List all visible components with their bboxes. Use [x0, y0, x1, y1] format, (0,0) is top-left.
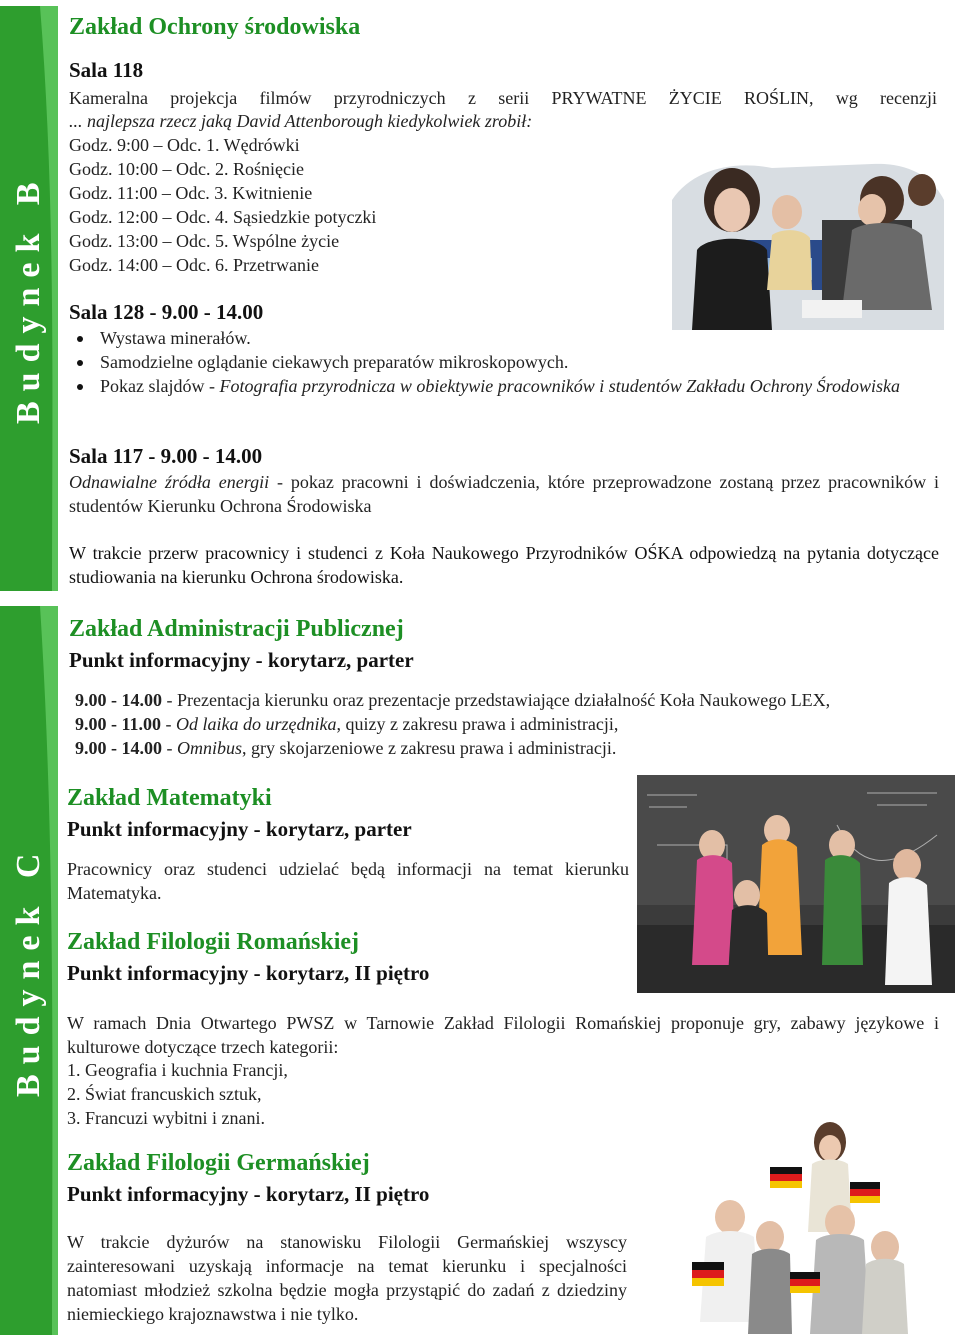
list-item: Wystawa minerałów. — [69, 326, 929, 350]
list-item: Samodzielne oglądanie ciekawych preparatów mikroskopowych. — [69, 350, 929, 374]
sala-117-rest: - pokaz pracowni i doświadczenia, które przeprowadzone zostaną przez pracowników i studentów Kierunku Ochrona Środowiska — [69, 472, 939, 516]
program-italic: Omnibus — [177, 738, 243, 758]
program-time: 9.00 - 11.00 — [75, 714, 162, 734]
program-time: 9.00 - 14.00 — [75, 690, 162, 710]
german-flag-icon — [770, 1167, 802, 1188]
separator: - — [162, 690, 177, 710]
program-text: , gry skojarzeniowe z zakresu prawa i administracji. — [242, 738, 617, 758]
administracja-title: Zakład Administracji Publicznej — [69, 616, 404, 642]
building-c-label: Budynek C — [10, 843, 47, 1098]
sala-118-intro-1: Kameralna projekcja filmów przyrodniczych z serii PRYWATNE ŻYCIE ROŚLIN, wg recenzji — [69, 88, 937, 108]
schedule-item: Godz. 9:00 – Odc. 1. Wędrówki — [69, 135, 300, 155]
schedule-item: Godz. 12:00 – Odc. 4. Sąsiedzkie potyczki — [69, 207, 377, 227]
romanska-list — [67, 1058, 288, 1130]
separator: - — [162, 738, 177, 758]
german-photo-image — [640, 1112, 956, 1334]
romanska-subtitle: Punkt informacyjny - korytarz, II piętro — [67, 961, 430, 985]
administracja-program — [75, 688, 945, 760]
german-students-photo — [640, 1112, 956, 1334]
german-flag-icon — [692, 1262, 724, 1286]
germanska-text: W trakcie dyżurów na stanowisku Filologii Germańskiej wszyscy zainteresowani uzyskają informacje na temat kierunku i specjalności natomiast młodzież szkolna będzie mogła przystąpić do zadań z dziedziny niemieckiego krajoznawstwa i nie tylko. — [67, 1232, 627, 1324]
german-flag-icon — [790, 1272, 820, 1293]
list-item — [69, 374, 929, 398]
administracja-subtitle: Punkt informacyjny - korytarz, parter — [69, 648, 414, 672]
program-italic: Od laika do urzędnika — [176, 714, 337, 734]
schedule-item: Godz. 13:00 – Odc. 5. Wspólne życie — [69, 231, 340, 251]
sala-118-heading: Sala 118 — [69, 58, 144, 82]
program-line — [75, 688, 945, 712]
program-line — [75, 712, 945, 736]
lab-photo-image — [672, 160, 944, 330]
building-b-label: Budynek B — [10, 172, 47, 425]
sala-117-italic: Odnawialne źródła energii — [69, 472, 270, 492]
program-text: Prezentacja kierunku oraz prezentacje przedstawiające działalność Koła Naukowego LEX, — [177, 690, 831, 710]
program-line — [75, 736, 945, 760]
list-item: 3. Francuzi wybitni i znani. — [67, 1108, 265, 1128]
germanska-subtitle: Punkt informacyjny - korytarz, II piętro — [67, 1182, 430, 1206]
schedule-item: Godz. 11:00 – Odc. 3. Kwitnienie — [69, 183, 313, 203]
math-students-photo — [637, 775, 955, 993]
program-time: 9.00 - 14.00 — [75, 738, 162, 758]
program-text: , quizy z zakresu prawa i administracji, — [336, 714, 619, 734]
separator: - — [161, 714, 177, 734]
sala-117-heading: Sala 117 - 9.00 - 14.00 — [69, 444, 263, 468]
germanska-title: Zakład Filologii Germańskiej — [67, 1150, 370, 1176]
list-item: 2. Świat francuskich sztuk, — [67, 1084, 262, 1104]
sala-128-heading: Sala 128 - 9.00 - 14.00 — [69, 300, 264, 324]
matematyka-text: Pracownicy oraz studenci udzielać będą informacji na temat kierunku Matematyka. — [67, 859, 629, 903]
schedule-item: Godz. 10:00 – Odc. 2. Rośnięcie — [69, 159, 304, 179]
sala-128-list — [69, 326, 929, 398]
ochrona-footer: W trakcie przerw pracownicy i studenci z Koła Naukowego Przyrodników OŚKA odpowiedzą na pytania dotyczące studiowania na kierunku Ochrona środowiska. — [69, 543, 939, 587]
list-item: 1. Geografia i kuchnia Francji, — [67, 1060, 288, 1080]
matematyka-title: Zakład Matematyki — [67, 785, 272, 811]
slides-title: Fotografia przyrodnicza w obiektywie pracowników i studentów Zakładu Ochrony Środowiska — [219, 376, 900, 396]
german-flag-icon — [850, 1182, 880, 1203]
romanska-title: Zakład Filologii Romańskiej — [67, 929, 360, 955]
lab-students-photo — [672, 160, 944, 330]
matematyka-subtitle: Punkt informacyjny - korytarz, parter — [67, 817, 412, 841]
ochrona-title: Zakład Ochrony środowiska — [69, 14, 361, 40]
math-photo-image — [637, 775, 955, 993]
sala-118-intro-2: ... najlepsza rzecz jaką David Attenborough kiedykolwiek zrobił: — [69, 111, 533, 131]
sala-117-text — [69, 470, 939, 518]
slides-prefix: Pokaz slajdów - — [100, 376, 220, 396]
schedule-item: Godz. 14:00 – Odc. 6. Przetrwanie — [69, 255, 319, 275]
romanska-text: W ramach Dnia Otwartego PWSZ w Tarnowie Zakład Filologii Romańskiej proponuje gry, zabawy językowe i kulturowe dotyczące trzech kategorii: — [67, 1013, 939, 1057]
sala-118-schedule — [69, 133, 376, 277]
